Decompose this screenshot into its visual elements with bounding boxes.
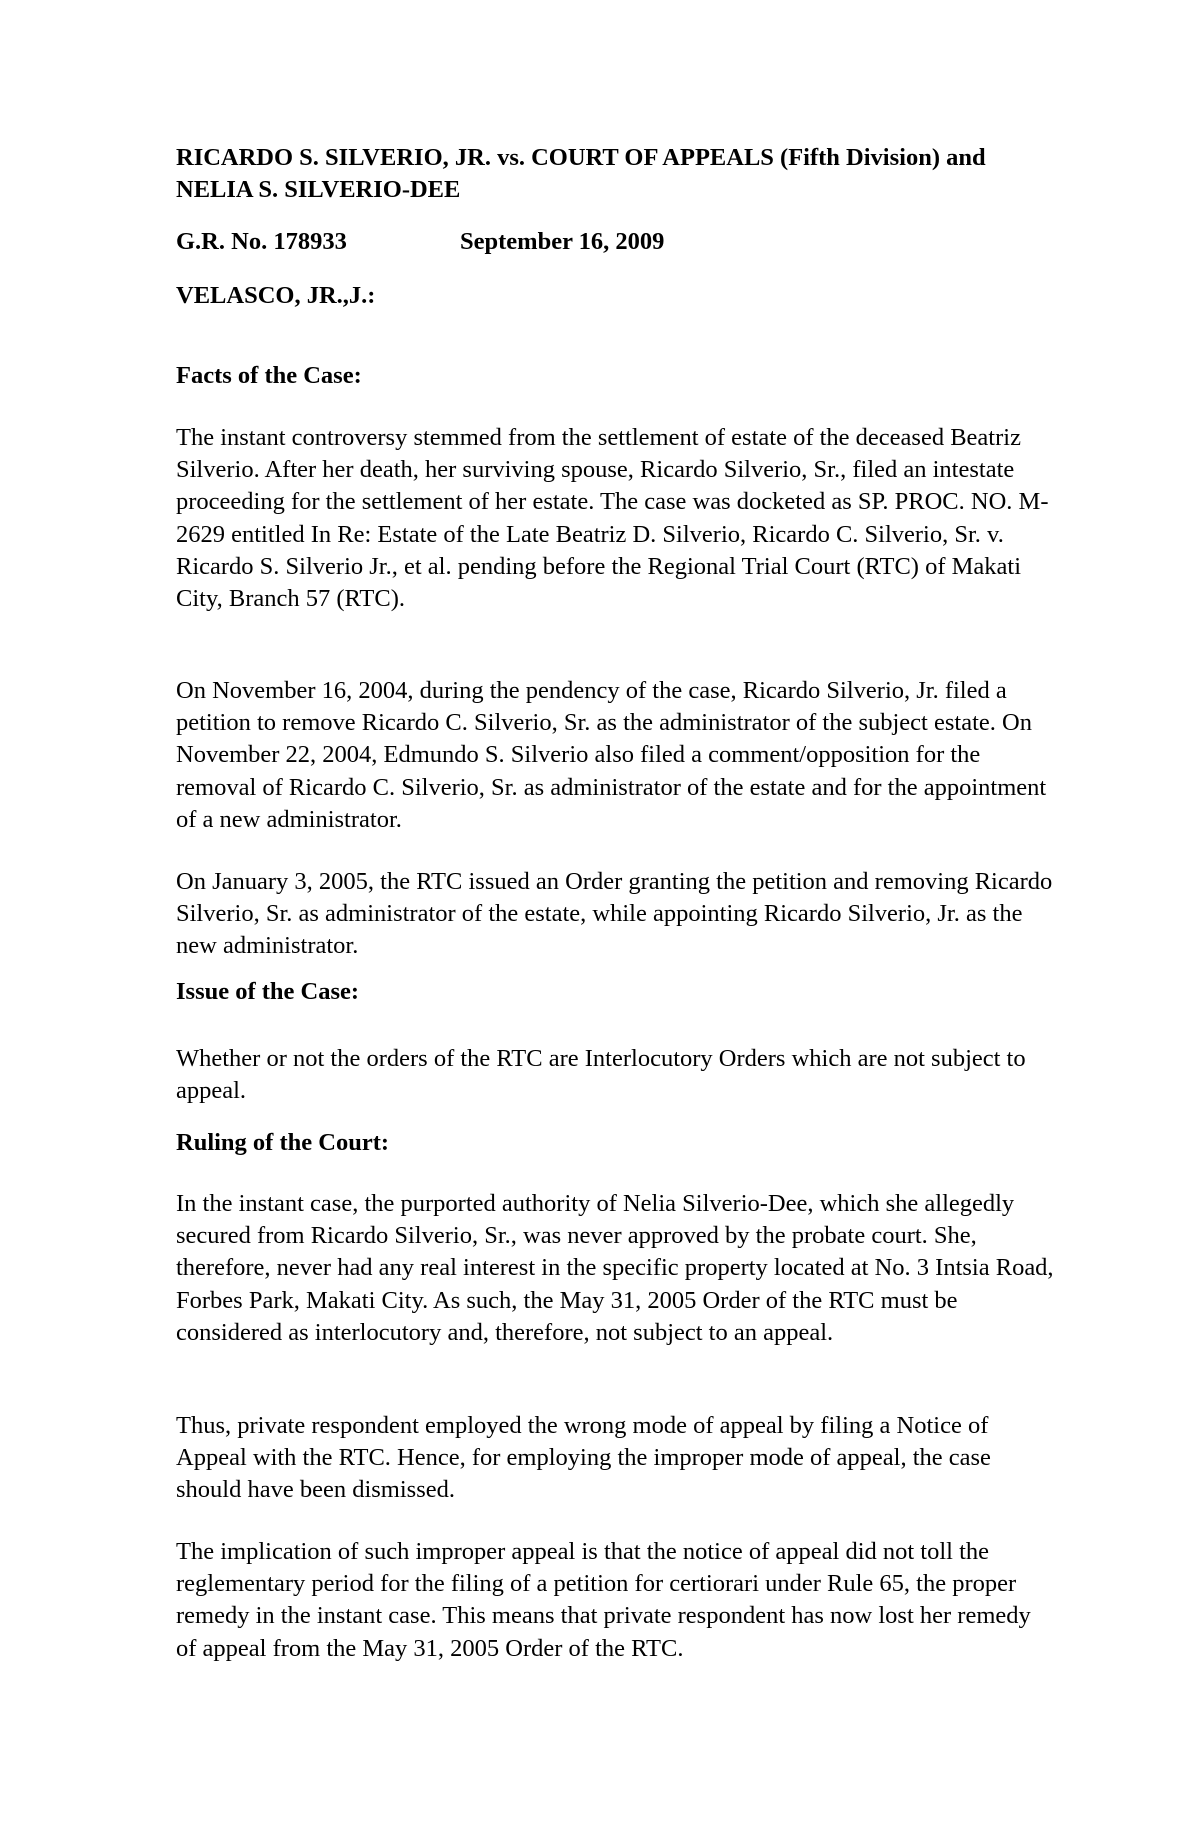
decision-date: September 16, 2009 [460, 228, 665, 255]
ponente: VELASCO, JR.,J.: [176, 282, 376, 309]
issue-paragraph: Whether or not the orders of the RTC are Interlocutory Orders which are not subject to appeal. [176, 1045, 1026, 1105]
ruling-paragraph-3: The implication of such improper appeal is that the notice of appeal did not toll the reglementary period for the filing of a petition for certiorari under Rule 65, the proper remedy in the instant case. This means that private respondent has now lost her remedy of appeal from the May 31, 2005 Order of the RTC. [176, 1538, 1031, 1662]
facts-heading: Facts of the Case: [176, 362, 362, 389]
ruling-heading: Ruling of the Court: [176, 1129, 390, 1156]
issue-heading: Issue of the Case: [176, 978, 360, 1005]
ruling-paragraph-1: In the instant case, the purported authority of Nelia Silverio-Dee, which she allegedly secured from Ricardo Silverio, Sr., was never approved by the probate court. She, therefore, never had any real interest in the specific property located at No. 3 Intsia Road, Forbes Park, Makati City. As such, the May 31, 2005 Order of the RTC must be considered as interlocutory and, therefore, not subject to an appeal. [176, 1190, 1054, 1346]
facts-paragraph-2: On November 16, 2004, during the pendency of the case, Ricardo Silverio, Jr. filed a petition to remove Ricardo C. Silverio, Sr. as the administrator of the subject estate. On November 22, 2004, Edmundo S. Silverio also filed a comment/opposition for the removal of Ricardo C. Silverio, Sr. as administrator of the estate and for the appointment of a new administrator. [176, 677, 1047, 833]
ruling-paragraph-2: Thus, private respondent employed the wrong mode of appeal by filing a Notice of Appeal with the RTC. Hence, for employing the improper mode of appeal, the case should have been dismissed. [176, 1412, 991, 1504]
facts-paragraph-3: On January 3, 2005, the RTC issued an Order granting the petition and removing Ricardo Silverio, Sr. as administrator of the estate, while appointing Ricardo Silverio, Jr. as the new administrator. [176, 868, 1053, 960]
gr-number: G.R. No. 178933 [176, 228, 347, 255]
facts-paragraph-1: The instant controversy stemmed from the settlement of estate of the deceased Beatriz Silverio. After her death, her surviving spouse, Ricardo Silverio, Sr., filed an intestate proceeding for the settlement of her estate. The case was docketed as SP. PROC. NO. M-2629 entitled In Re: Estate of the Late Beatriz D. Silverio, Ricardo C. Silverio, Sr. v. Ricardo S. Silverio Jr., et al. pending before the Regional Trial Court (RTC) of Makati City, Branch 57 (RTC). [176, 424, 1049, 613]
case-title: RICARDO S. SILVERIO, JR. vs. COURT OF APPEALS (Fifth Division) and NELIA S. SILVERIO-DEE [176, 144, 986, 204]
case-reference-row [176, 226, 1056, 258]
